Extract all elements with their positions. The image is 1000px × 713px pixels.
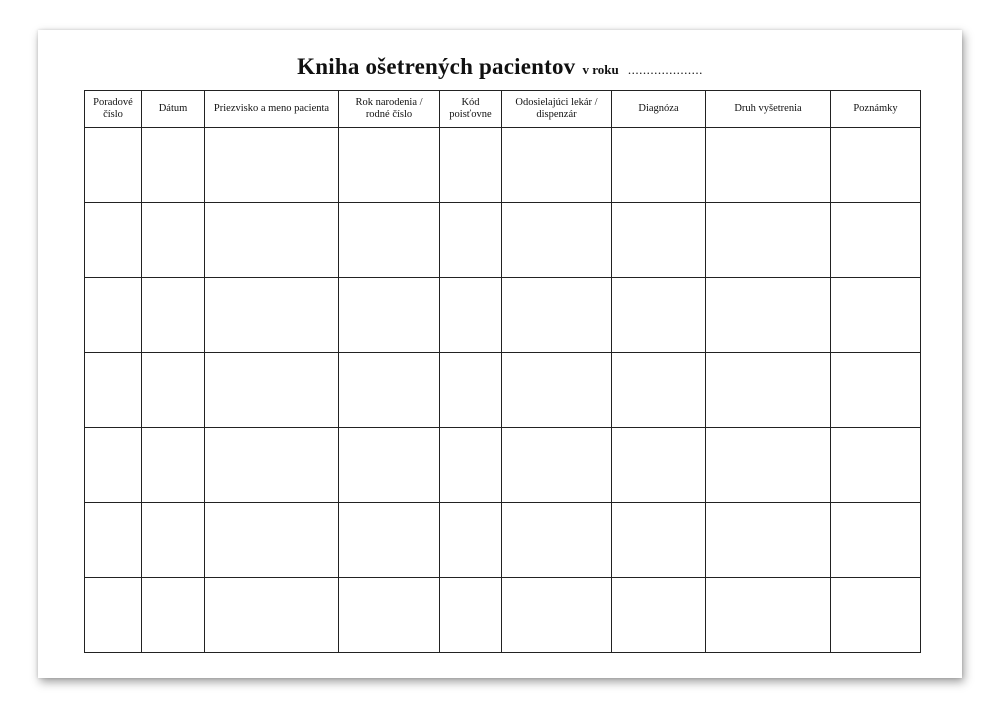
table-cell xyxy=(440,428,502,503)
table-cell xyxy=(339,278,440,353)
table-cell xyxy=(339,128,440,203)
table-cell xyxy=(831,578,921,653)
table-cell xyxy=(205,353,339,428)
table-cell xyxy=(339,353,440,428)
table-cell xyxy=(142,203,205,278)
table-row xyxy=(85,203,921,278)
table-cell xyxy=(142,503,205,578)
header-line: poisťovne xyxy=(449,109,492,120)
table-cell xyxy=(339,578,440,653)
table-cell xyxy=(205,203,339,278)
table-cell xyxy=(612,503,706,578)
header-line: Poradové xyxy=(93,97,133,108)
table-cell xyxy=(706,278,831,353)
header-line: Kód xyxy=(461,97,480,108)
table-cell xyxy=(502,578,612,653)
table-cell xyxy=(612,578,706,653)
title-suffix: v roku xyxy=(582,62,619,77)
title-year-blank: .................... xyxy=(627,62,703,77)
table-row xyxy=(85,503,921,578)
table-cell xyxy=(706,578,831,653)
col-header-exam-type xyxy=(706,91,831,128)
header-line: Priezvisko a meno pacienta xyxy=(213,103,330,114)
table-cell xyxy=(339,203,440,278)
table-cell xyxy=(612,278,706,353)
table-cell xyxy=(831,503,921,578)
table-cell xyxy=(706,353,831,428)
table-cell xyxy=(502,203,612,278)
table-cell xyxy=(142,428,205,503)
table-cell xyxy=(85,578,142,653)
table-cell xyxy=(85,353,142,428)
table-cell xyxy=(612,353,706,428)
header-line: dispenzár xyxy=(536,109,577,120)
table-body xyxy=(85,128,921,653)
table-cell xyxy=(440,578,502,653)
header-line: Rok narodenia / xyxy=(355,97,423,108)
table-cell xyxy=(205,128,339,203)
table-row xyxy=(85,278,921,353)
table-cell xyxy=(142,128,205,203)
table-cell xyxy=(440,203,502,278)
form-sheet xyxy=(38,30,962,678)
table-cell xyxy=(612,128,706,203)
header-line: Poznámky xyxy=(853,103,898,114)
col-header-referring-doctor xyxy=(502,91,612,128)
header-line: rodné číslo xyxy=(365,109,413,120)
header-line: Odosielajúci lekár / xyxy=(515,97,598,108)
table-row xyxy=(85,428,921,503)
table-cell xyxy=(142,278,205,353)
table-cell xyxy=(85,503,142,578)
col-header-diagnosis xyxy=(612,91,706,128)
table-cell xyxy=(142,578,205,653)
table-cell xyxy=(831,428,921,503)
table-cell xyxy=(339,428,440,503)
title-main: Kniha ošetrených pacientov xyxy=(297,54,576,79)
table-row xyxy=(85,128,921,203)
table-cell xyxy=(706,428,831,503)
table-row xyxy=(85,578,921,653)
table-cell xyxy=(205,503,339,578)
col-header-birth-year xyxy=(339,91,440,128)
table-cell xyxy=(612,203,706,278)
table-cell xyxy=(440,128,502,203)
col-header-date xyxy=(142,91,205,128)
header-line: číslo xyxy=(103,109,123,120)
table-cell xyxy=(502,428,612,503)
document-title xyxy=(38,54,962,80)
table-cell xyxy=(142,353,205,428)
table-cell xyxy=(612,428,706,503)
col-header-insurer-code xyxy=(440,91,502,128)
table-cell xyxy=(831,128,921,203)
col-header-patient-name xyxy=(205,91,339,128)
table-cell xyxy=(831,353,921,428)
col-header-notes xyxy=(831,91,921,128)
table-cell xyxy=(205,578,339,653)
patient-ledger-table xyxy=(84,90,921,653)
header-line: Druh vyšetrenia xyxy=(734,103,802,114)
table-cell xyxy=(706,503,831,578)
col-header-order-number xyxy=(85,91,142,128)
table-cell xyxy=(205,278,339,353)
table-cell xyxy=(502,353,612,428)
table-cell xyxy=(85,428,142,503)
table-row xyxy=(85,353,921,428)
table-cell xyxy=(440,503,502,578)
table-cell xyxy=(440,353,502,428)
table-cell xyxy=(85,203,142,278)
table-cell xyxy=(502,503,612,578)
table-cell xyxy=(831,278,921,353)
header-line: Diagnóza xyxy=(638,103,679,114)
table-cell xyxy=(85,278,142,353)
table-cell xyxy=(502,128,612,203)
header-row xyxy=(85,91,921,128)
table-cell xyxy=(706,203,831,278)
table-cell xyxy=(831,203,921,278)
table-cell xyxy=(339,503,440,578)
table-cell xyxy=(706,128,831,203)
table-cell xyxy=(85,128,142,203)
header-line: Dátum xyxy=(158,103,188,114)
table-cell xyxy=(205,428,339,503)
table-cell xyxy=(440,278,502,353)
table-cell xyxy=(502,278,612,353)
